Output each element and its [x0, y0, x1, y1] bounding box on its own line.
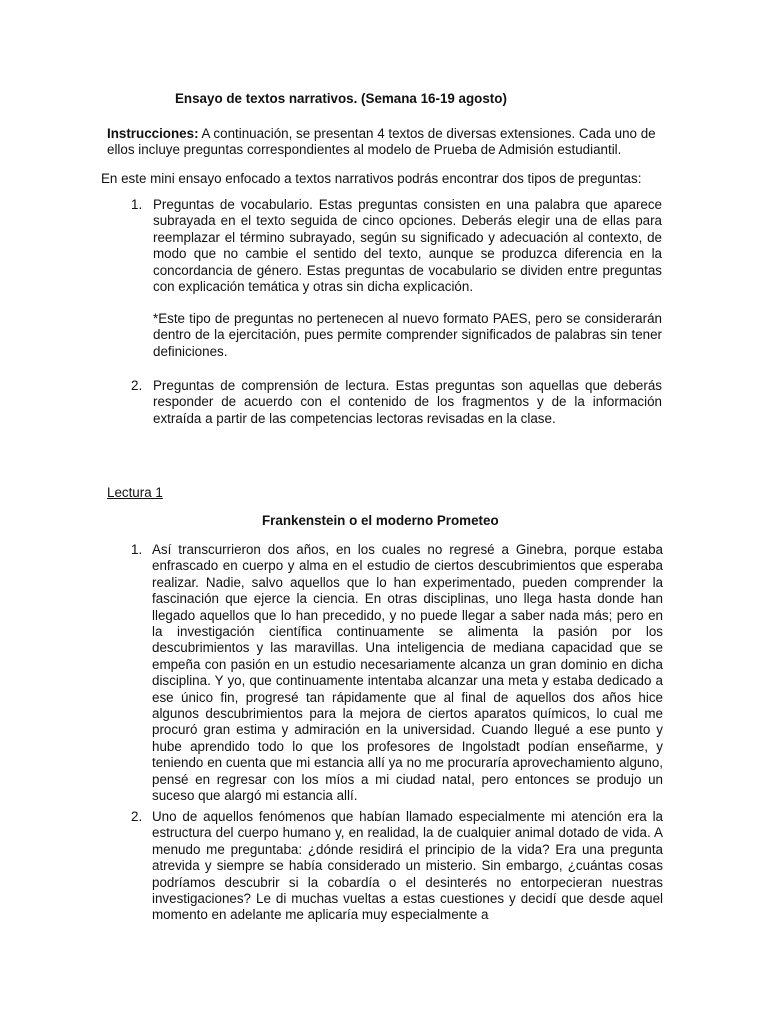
reading-paragraph: Así transcurrieron dos años, en los cuales no regresé a Ginebra, porque estaba enfrascado en cuerpo y alma en el estudio de ciertos descubrimientos que esperaba realizar. Nadie, salvo aquellos que lo han experimentado, pueden comprender la fascinación que ejerce la ciencia. En otras disciplinas, uno llega hasta donde han llegado aquellos que lo han precedido, y no puede llegar a saber nada más; pero en la investigación científica continuamente se alimenta la pasión por los descubrimientos y las maravillas. Una inteligencia de mediana capacidad que se empeña con pasión en un estudio necesariamente alcanza un gran dominio en dicha disciplina. Y yo, que continuamente intentaba alcanzar una meta y estaba dedicado a ese único fin, progresé tan rápidamente que al final de aquellos dos años hice algunos descubrimientos para la mejora de ciertos aparatos químicos, lo cual me procuró gran estima y admiración en la universidad. Cuando llegué a ese punto y hube aprendido todo lo que los profesores de Ingolstadt podían enseñarme, y teniendo en cuenta que mi estancia allí ya no me procuraría aprovechamiento alguno, pensé en regresar con los míos a mi ciudad natal, pero entonces se produjo un suceso que alargó mi estancia allí.	[152, 542, 663, 804]
paragraph-number: 2.	[131, 809, 143, 824]
question-type-comprehension: Preguntas de comprensión de lectura. Estas preguntas son aquellas que deberás responder de acuerdo con el contenido de los fragmentos y de la información extraída a partir de las competencias lectoras revisadas en la clase.	[153, 378, 662, 426]
instructions-label: Instrucciones:	[107, 126, 199, 141]
paragraph-number: 1.	[131, 542, 143, 557]
instructions-paragraph	[107, 126, 663, 159]
vocabulary-note: *Este tipo de preguntas no pertenecen al nuevo formato PAES, pero se considerarán dentro de la ejercitación, pues permite comprender significados de palabras sin tener definiciones.	[153, 311, 662, 359]
question-type-number: 2.	[131, 378, 143, 393]
question-type-vocabulary: Preguntas de vocabulario. Estas preguntas consisten en una palabra que aparece subrayada en el texto seguida de cinco opciones. Deberás elegir una de ellas para reemplazar el término subrayado, según su significado y adecuación al contexto, de modo que no cambie el sentido del texto, aunque se produzca diferencia en la concordancia de género. Estas preguntas de vocabulario se dividen entre preguntas con explicación temática y otras sin dicha explicación.	[153, 197, 662, 295]
reading-paragraph: Uno de aquellos fenómenos que habían llamado especialmente mi atención era la estructura del cuerpo humano y, en realidad, la de cualquier animal dotado de vida. A menudo me preguntaba: ¿dónde residirá el principio de la vida? Era una pregunta atrevida y siempre se había considerado un misterio. Sin embargo, ¿cuántas cosas podríamos descubrir si la cobardía o el desinterés no entorpecieran nuestras investigaciones? Le di muchas vueltas a estas cuestiones y decidí que desde aquel momento en adelante me aplicaría muy especialmente a	[152, 809, 663, 923]
question-type-number: 1.	[131, 197, 143, 212]
reading-title: Frankenstein o el moderno Prometeo	[262, 513, 499, 528]
instructions-text: A continuación, se presentan 4 textos de diversas extensiones. Cada uno de ellos incluye preguntas correspondientes al modelo de Prueba de Admisión estudiantil.	[107, 126, 656, 158]
mini-essay-intro: En este mini ensayo enfocado a textos narrativos podrás encontrar dos tipos de preguntas:	[101, 171, 642, 186]
reading-label: Lectura 1	[107, 485, 163, 500]
page-title: Ensayo de textos narrativos. (Semana 16-19 agosto)	[175, 91, 507, 106]
